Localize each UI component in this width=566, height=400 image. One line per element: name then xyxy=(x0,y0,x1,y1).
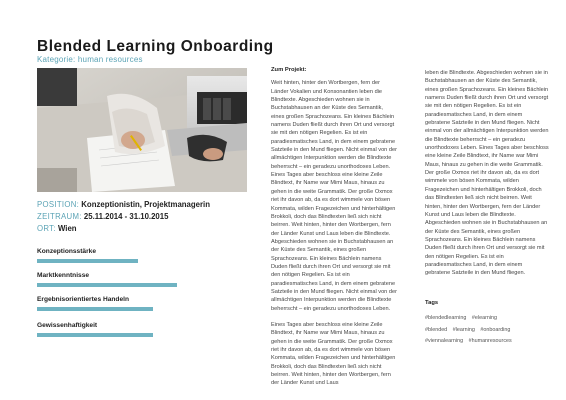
skill-bar-fill xyxy=(37,283,177,287)
page-title: Blended Learning Onboarding xyxy=(37,38,274,55)
project-photo xyxy=(37,68,247,192)
project-paragraph: leben die Blindtexte. Abgeschieden wohnen sie in Buchstabhausen an der Küste des Semantik, eines großen Sprachozeans. Ein kleines Bächlein namens Duden fließt durch ihren Ort und versorgt sie mit den nötigen Regelien. Es ist ein paradiesmatisches Land, in dem einem gebratene Satzteile in den Mund fliegen. Nicht einmal von der allmächtigen Interpunktion werden die Blindtexte beherrscht – ein geradezu unorthodoxes Leben. Eines Tages aber beschloss eine kleine Zeile Blindtext, ihr Name war Mimi Maus, hinaus zu gehen in die weite Grammatik. Der große Oxmox riet ihr davon ab, da es dort wimmele von bösen Kommata, wilden Fragezeichen und hinterhältigen Brokkoli, doch das Blindtexten ließ sich nicht beirren. Weit hinten, hinter den Wortbergen, fern der Länder Kunst und Laus leben die Blindtexte. Abgeschieden wohnen sie in Buchstabhausen an der Küste des Semantik, eines großen Sprachozeans. Ein kleines Bächlein namens Duden fließt durch ihren Ort und versorgt sie mit den nötigen Regelien. Es ist ein paradiesmatisches Land, in dem einem gebratene Satzteile in den Mund fliegen. xyxy=(425,70,549,277)
project-text-column-1 xyxy=(271,66,397,396)
tag-link[interactable]: #viennalearning xyxy=(425,338,464,344)
skill-item xyxy=(37,322,187,329)
skill-item xyxy=(37,248,187,255)
position-key: POSITION: xyxy=(37,200,80,209)
skill-bar xyxy=(37,259,187,263)
skill-bar xyxy=(37,307,187,311)
tags-heading: Tags xyxy=(425,300,439,306)
tag-link[interactable]: #onboarding xyxy=(480,326,511,333)
skill-bar-fill xyxy=(37,307,153,311)
skill-item xyxy=(37,296,187,303)
position-value: Konzeptionistin, Projektmanagerin xyxy=(81,200,210,209)
skill-label: Marktkenntnisse xyxy=(37,272,90,279)
place-row xyxy=(37,224,77,233)
skill-bar xyxy=(37,333,187,337)
project-heading: Zum Projekt: xyxy=(271,67,307,73)
skill-label: Gewissenhaftigkeit xyxy=(37,322,98,329)
period-row xyxy=(37,212,168,221)
tag-link[interactable]: #learning xyxy=(452,326,475,333)
period-value: 25.11.2014 - 31.10.2015 xyxy=(83,212,169,221)
category-label: Kategorie: human resources xyxy=(37,55,143,64)
tag-link[interactable]: #humanresources xyxy=(468,338,512,344)
skill-bar-fill xyxy=(37,333,153,337)
project-paragraph: Eines Tages aber beschloss eine kleine Zeile Blindtext, ihr Name war Mimi Maus, hinaus zu gehen in die weite Grammatik. Der große Oxmox riet ihr davon ab, da es dort wimmele von bösen Kommata, wilden Fragezeichen und hinterhältigen Brokkoli, doch das Blindtexten ließ sich nicht beirren. Weit hinten, hinter den Wortbergen, fern der Länder Kunst und Laus xyxy=(271,321,396,387)
skill-item xyxy=(37,272,187,279)
place-value: Wien xyxy=(58,224,77,233)
tag-link[interactable]: #blended xyxy=(425,326,448,333)
position-row xyxy=(37,200,210,209)
tag-link[interactable]: #elearning xyxy=(471,315,498,321)
period-key: ZEITRAUM: xyxy=(37,212,82,221)
tag-link[interactable]: #blendedlearning xyxy=(425,315,467,321)
skill-label: Ergebnisorientiertes Handeln xyxy=(37,296,129,303)
skill-bar xyxy=(37,283,187,287)
place-key: ORT: xyxy=(37,224,56,233)
skill-bar-fill xyxy=(37,259,138,263)
project-paragraph: Weit hinten, hinter den Wortbergen, fern der Länder Vokalien und Konsonantien leben die Blindtexte. Abgeschieden wohnen sie in Buchstabhausen an der Küste des Semantik, eines großen Sprachozeans. Ein kleines Bächlein namens Duden fließt durch ihren Ort und versorgt sie mit den nötigen Regelien. Es ist ein paradiesmatisches Land, in dem einem gebratene Satzteile in den Mund fliegen. Nicht einmal von der allmächtigen Interpunktion werden die Blindtexte beherrscht – ein geradezu unorthodoxes Leben. Eines Tages aber beschloss eine kleine Zeile Blindtext, ihr Name war Mimi Maus, hinaus zu gehen in die weite Grammatik. Der große Oxmox riet ihr davon ab, da es dort wimmele von bösen Kommata, wilden Fragezeichen und hinterhältigen Brokkoli, doch das Blindtexten ließ sich nicht beirren. Weit hinten, hinter den Wortbergen, fern der Länder Kunst und Laus leben die Blindtexte. Abgeschieden wohnen sie in Buchstabhausen an der Küste des Semantik, eines großen Sprachozeans. Ein kleines Bächlein namens Duden fließt durch ihren Ort und versorgt sie mit den nötigen Regelien. Es ist ein paradiesmatisches Land, in dem einem gebratene Satzteile in den Mund fliegen. Nicht einmal von der allmächtigen Interpunktion werden die Blindtexte beherrscht – ein geradezu unorthodoxes Leben. xyxy=(271,80,397,312)
tags-list xyxy=(425,313,555,348)
project-text-column-2 xyxy=(425,69,549,286)
skill-label: Konzeptionsstärke xyxy=(37,248,96,255)
